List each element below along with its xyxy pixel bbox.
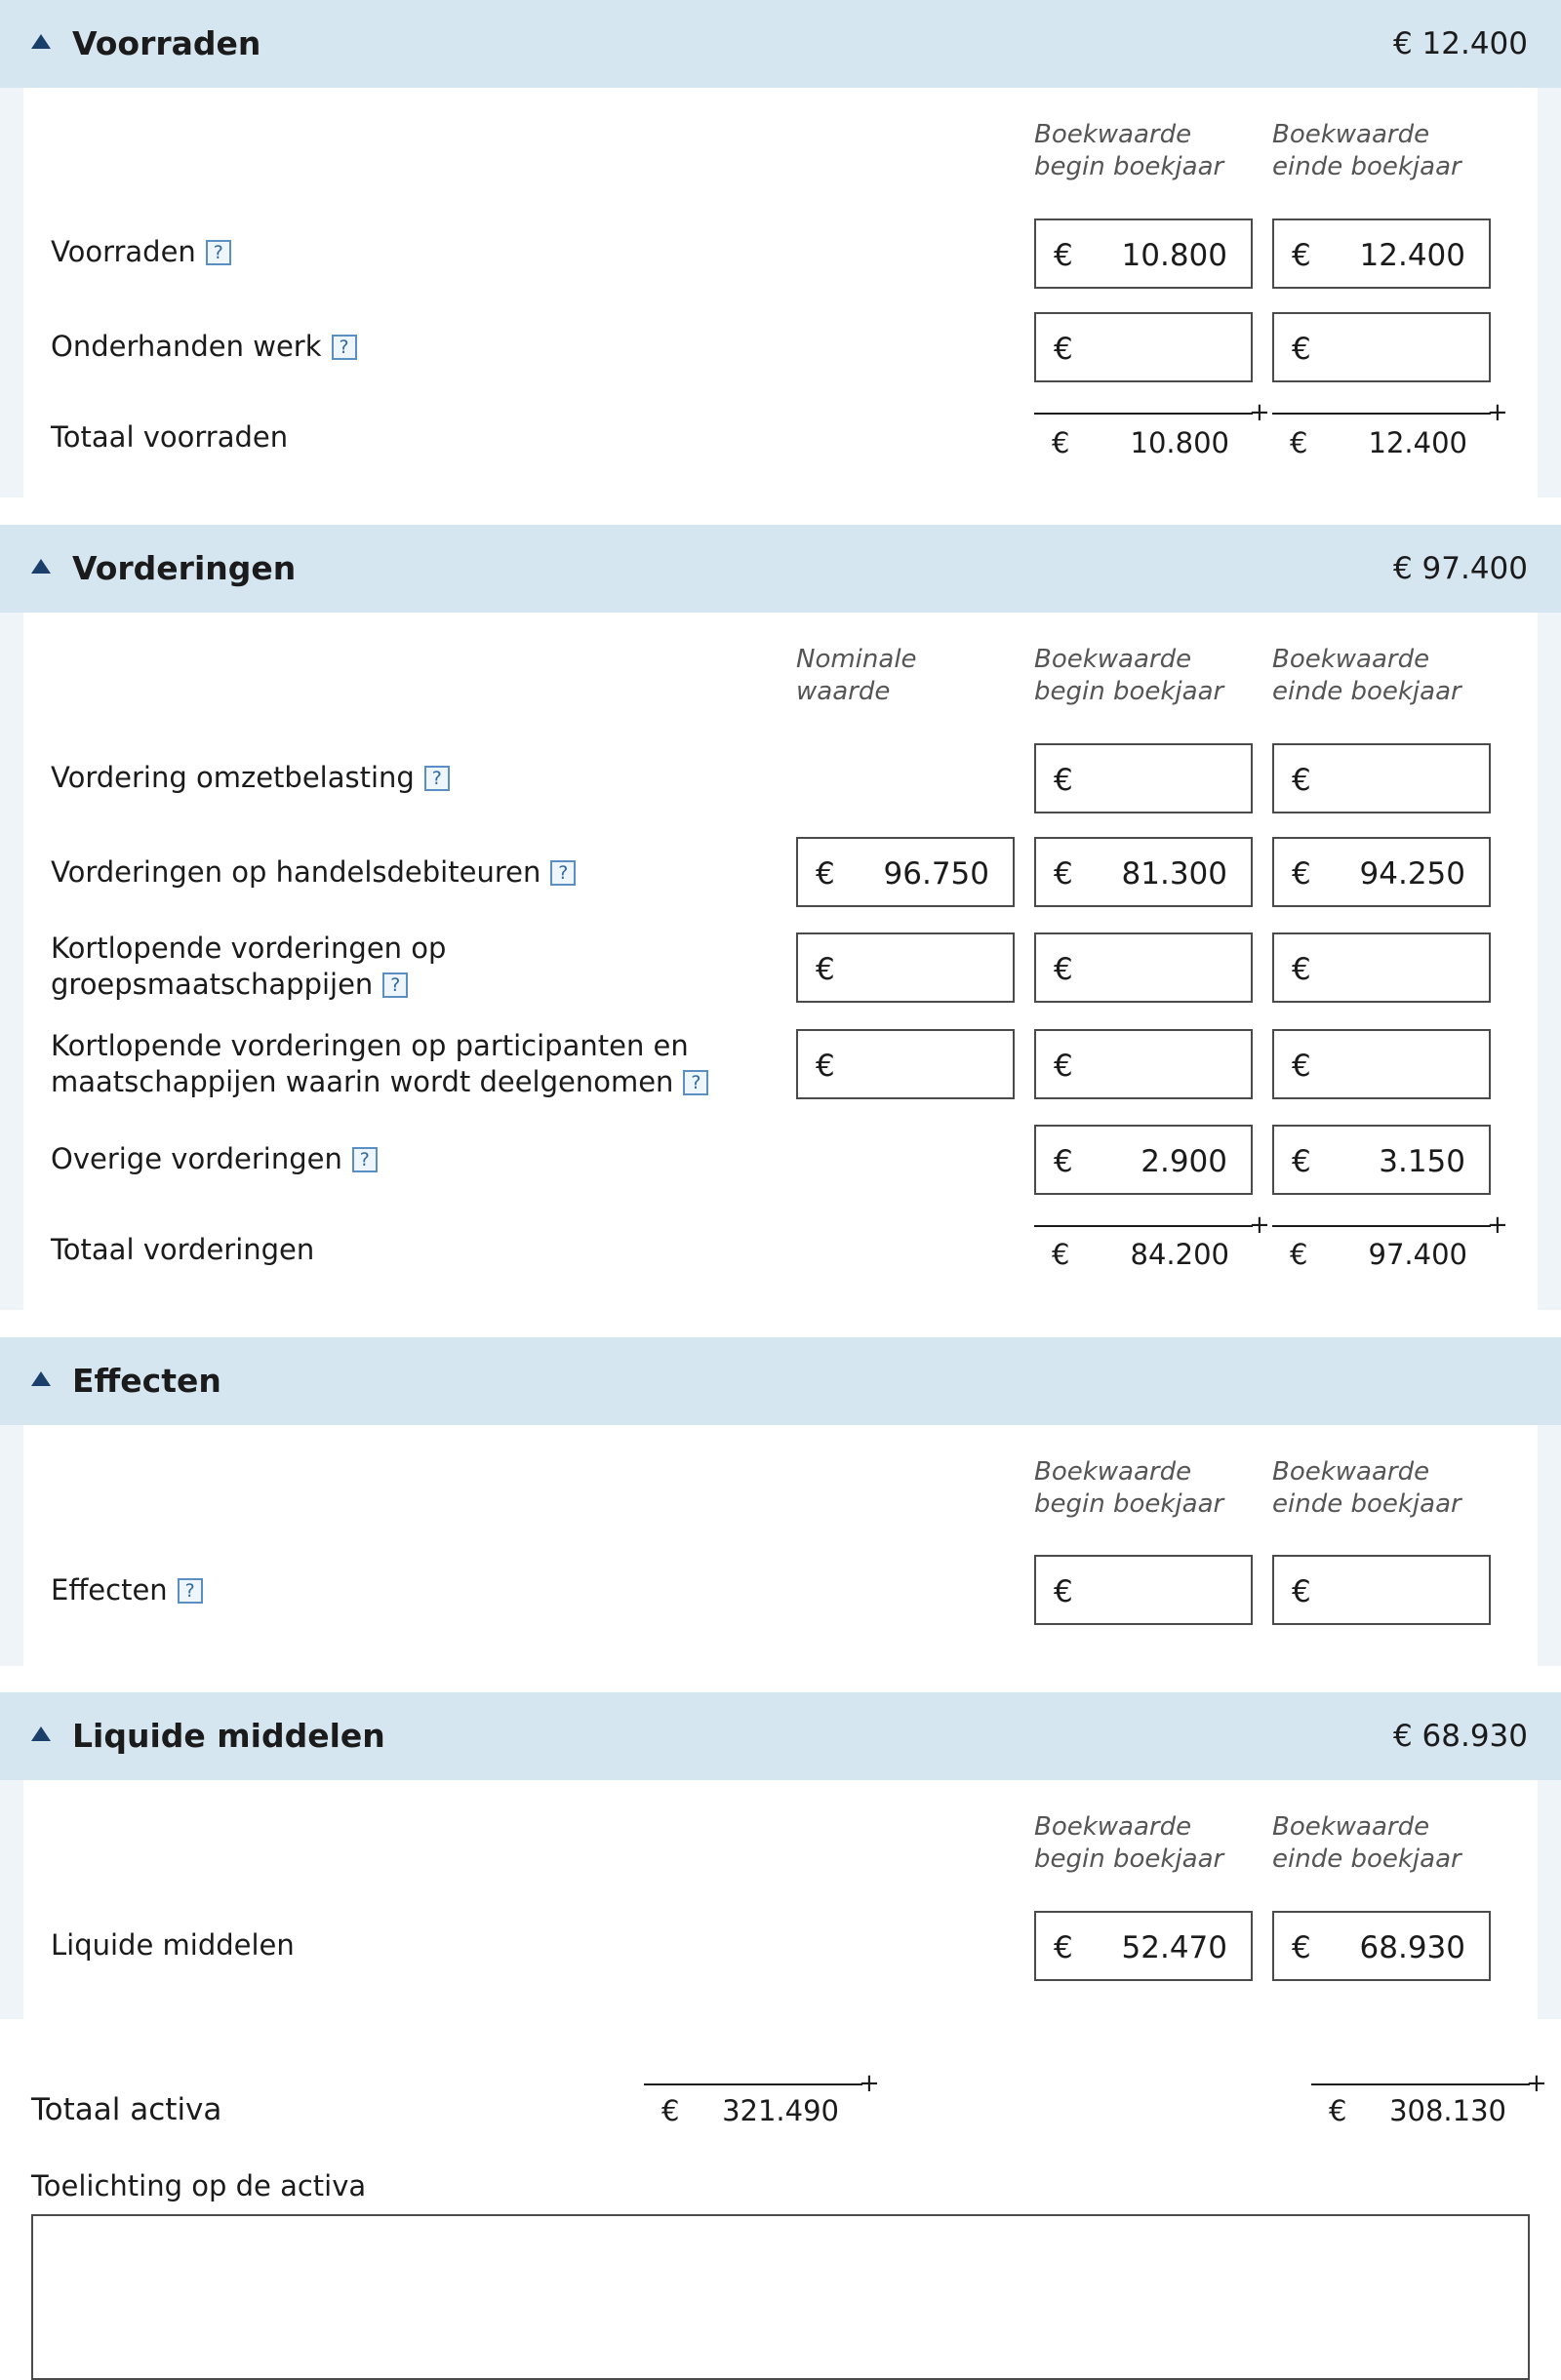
input-value: 68.930	[1359, 1930, 1465, 1965]
input-value: 3.150	[1379, 1144, 1465, 1179]
euro-sign: €	[1292, 952, 1311, 987]
row-label-overige: Overige vorderingen ?	[51, 1141, 378, 1177]
section-header-effecten[interactable]	[0, 1337, 1561, 1425]
toelichting-textarea[interactable]	[31, 2214, 1530, 2380]
collapse-arrow-icon[interactable]	[31, 559, 51, 574]
sum-value: 321.490	[722, 2094, 839, 2127]
sum-line	[1311, 2083, 1530, 2085]
input-effecten-end[interactable]	[1272, 1555, 1491, 1625]
section-title: Voorraden	[72, 24, 261, 62]
column-header-end: Boekwaarde einde boekjaar	[1272, 1457, 1461, 1519]
sum-voorraden-end	[1272, 425, 1491, 460]
euro-sign: €	[1292, 238, 1311, 273]
section-header-vorderingen[interactable]	[0, 525, 1561, 613]
row-label-handelsdebiteuren: Vorderingen op handelsdebiteuren ?	[51, 854, 576, 891]
sum-value: 97.400	[1368, 1238, 1467, 1271]
euro-sign: €	[1052, 426, 1070, 459]
euro-sign: €	[1054, 1574, 1073, 1609]
row-label-voorraden: Voorraden ?	[51, 234, 231, 270]
input-value: 12.400	[1359, 238, 1465, 273]
euro-sign: €	[1292, 856, 1311, 892]
euro-sign: €	[816, 856, 835, 892]
euro-sign: €	[1054, 1144, 1073, 1179]
euro-sign: €	[1290, 1238, 1308, 1271]
help-icon[interactable]: ?	[382, 972, 408, 998]
euro-sign: €	[1052, 1238, 1070, 1271]
totaal-activa-label: Totaal activa	[31, 2092, 222, 2127]
column-header-nominal: Nominale waarde	[796, 645, 917, 706]
section-title: Effecten	[72, 1362, 221, 1400]
euro-sign: €	[1054, 952, 1073, 987]
euro-sign: €	[1054, 1049, 1073, 1084]
section-total: € 97.400	[1392, 551, 1528, 586]
column-header-begin: Boekwaarde begin boekjaar	[1034, 1457, 1224, 1519]
input-voorraden-begin[interactable]	[1034, 218, 1253, 289]
input-omzetbelasting-end[interactable]	[1272, 743, 1491, 813]
euro-sign: €	[661, 2094, 680, 2127]
plus-icon: +	[1487, 1210, 1508, 1240]
euro-sign: €	[816, 1049, 835, 1084]
euro-sign: €	[1292, 1049, 1311, 1084]
euro-sign: €	[1054, 332, 1073, 367]
section-header-voorraden[interactable]	[0, 0, 1561, 88]
row-label-groepsmaatschappijen: Kortlopende vorderingen op groepsmaatschappijen ?	[51, 932, 447, 1001]
column-header-end: Boekwaarde einde boekjaar	[1272, 120, 1461, 181]
row-label-liquide-middelen: Liquide middelen	[51, 1928, 295, 1962]
input-value: 10.800	[1121, 238, 1227, 273]
section-total: € 12.400	[1392, 26, 1528, 61]
input-value: 52.470	[1121, 1930, 1227, 1965]
input-groepsmaatschappijen-begin[interactable]	[1034, 932, 1253, 1003]
section-title: Vorderingen	[72, 549, 297, 587]
row-label-totaal-vorderingen: Totaal vorderingen	[51, 1233, 315, 1266]
column-header-end: Boekwaarde einde boekjaar	[1272, 645, 1461, 706]
input-onderhanden-end[interactable]	[1272, 312, 1491, 382]
plus-icon: +	[1249, 398, 1270, 427]
euro-sign: €	[1290, 426, 1308, 459]
sum-value: 12.400	[1368, 426, 1467, 459]
column-header-begin: Boekwaarde begin boekjaar	[1034, 1812, 1224, 1874]
collapse-arrow-icon[interactable]	[31, 1726, 51, 1741]
euro-sign: €	[1292, 1144, 1311, 1179]
sum-value: 308.130	[1389, 2094, 1506, 2127]
sum-value: 84.200	[1130, 1238, 1229, 1271]
input-overige-end[interactable]	[1272, 1125, 1491, 1195]
input-overige-begin[interactable]	[1034, 1125, 1253, 1195]
input-value: 94.250	[1359, 856, 1465, 892]
plus-icon: +	[1249, 1210, 1270, 1240]
collapse-arrow-icon[interactable]	[31, 1371, 51, 1386]
row-label-effecten: Effecten ?	[51, 1572, 203, 1608]
help-icon[interactable]: ?	[206, 240, 231, 265]
input-handelsdebiteuren-nominal[interactable]	[796, 837, 1015, 907]
input-groepsmaatschappijen-end[interactable]	[1272, 932, 1491, 1003]
input-value: 96.750	[883, 856, 989, 892]
input-value: 81.300	[1121, 856, 1227, 892]
input-participanten-nominal[interactable]	[796, 1029, 1015, 1099]
column-header-begin: Boekwaarde begin boekjaar	[1034, 645, 1224, 706]
toelichting-label: Toelichting op de activa	[31, 2169, 367, 2202]
column-header-end: Boekwaarde einde boekjaar	[1272, 1812, 1461, 1874]
euro-sign: €	[816, 952, 835, 987]
column-header-begin: Boekwaarde begin boekjaar	[1034, 120, 1224, 181]
sum-line	[1272, 413, 1491, 415]
plus-icon: +	[1526, 2069, 1547, 2098]
euro-sign: €	[1292, 763, 1311, 798]
input-omzetbelasting-begin[interactable]	[1034, 743, 1253, 813]
input-effecten-begin[interactable]	[1034, 1555, 1253, 1625]
euro-sign: €	[1054, 763, 1073, 798]
section-title: Liquide middelen	[72, 1717, 385, 1755]
help-icon[interactable]: ?	[352, 1147, 378, 1172]
input-value: 2.900	[1141, 1144, 1227, 1179]
plus-icon: +	[859, 2069, 880, 2098]
sum-line	[1034, 1225, 1253, 1227]
euro-sign: €	[1292, 332, 1311, 367]
sum-vorderingen-end	[1272, 1237, 1491, 1272]
input-participanten-begin[interactable]	[1034, 1029, 1253, 1099]
euro-sign: €	[1292, 1574, 1311, 1609]
row-label-totaal-voorraden: Totaal voorraden	[51, 420, 289, 454]
help-icon[interactable]: ?	[178, 1578, 203, 1604]
input-groepsmaatschappijen-nominal[interactable]	[796, 932, 1015, 1003]
input-participanten-end[interactable]	[1272, 1029, 1491, 1099]
sum-line	[644, 2083, 862, 2085]
totaal-activa-left	[644, 2093, 862, 2128]
totaal-activa-right	[1311, 2093, 1530, 2128]
row-label-onderhanden-werk: Onderhanden werk ?	[51, 329, 357, 365]
euro-sign: €	[1054, 856, 1073, 892]
euro-sign: €	[1054, 238, 1073, 273]
section-header-liquide-middelen[interactable]	[0, 1692, 1561, 1780]
row-label-omzetbelasting: Vordering omzetbelasting ?	[51, 760, 450, 796]
euro-sign: €	[1054, 1930, 1073, 1965]
sum-vorderingen-begin	[1034, 1237, 1253, 1272]
help-icon[interactable]: ?	[683, 1070, 708, 1095]
section-total: € 68.930	[1392, 1719, 1528, 1754]
euro-sign: €	[1329, 2094, 1347, 2127]
input-voorraden-end[interactable]	[1272, 218, 1491, 289]
collapse-arrow-icon[interactable]	[31, 34, 51, 49]
euro-sign: €	[1292, 1930, 1311, 1965]
sum-line	[1272, 1225, 1491, 1227]
input-handelsdebiteuren-begin[interactable]	[1034, 837, 1253, 907]
sum-value: 10.800	[1130, 426, 1229, 459]
sum-voorraden-begin	[1034, 425, 1253, 460]
sum-line	[1034, 413, 1253, 415]
help-icon[interactable]: ?	[332, 335, 357, 360]
input-liquide-begin[interactable]	[1034, 1911, 1253, 1981]
input-onderhanden-begin[interactable]	[1034, 312, 1253, 382]
help-icon[interactable]: ?	[424, 766, 450, 791]
row-label-participanten: Kortlopende vorderingen op participanten en maatschappijen waarin wordt deelgenomen ?	[51, 1028, 708, 1100]
input-handelsdebiteuren-end[interactable]	[1272, 837, 1491, 907]
plus-icon: +	[1487, 398, 1508, 427]
help-icon[interactable]: ?	[550, 860, 576, 886]
input-liquide-end[interactable]	[1272, 1911, 1491, 1981]
